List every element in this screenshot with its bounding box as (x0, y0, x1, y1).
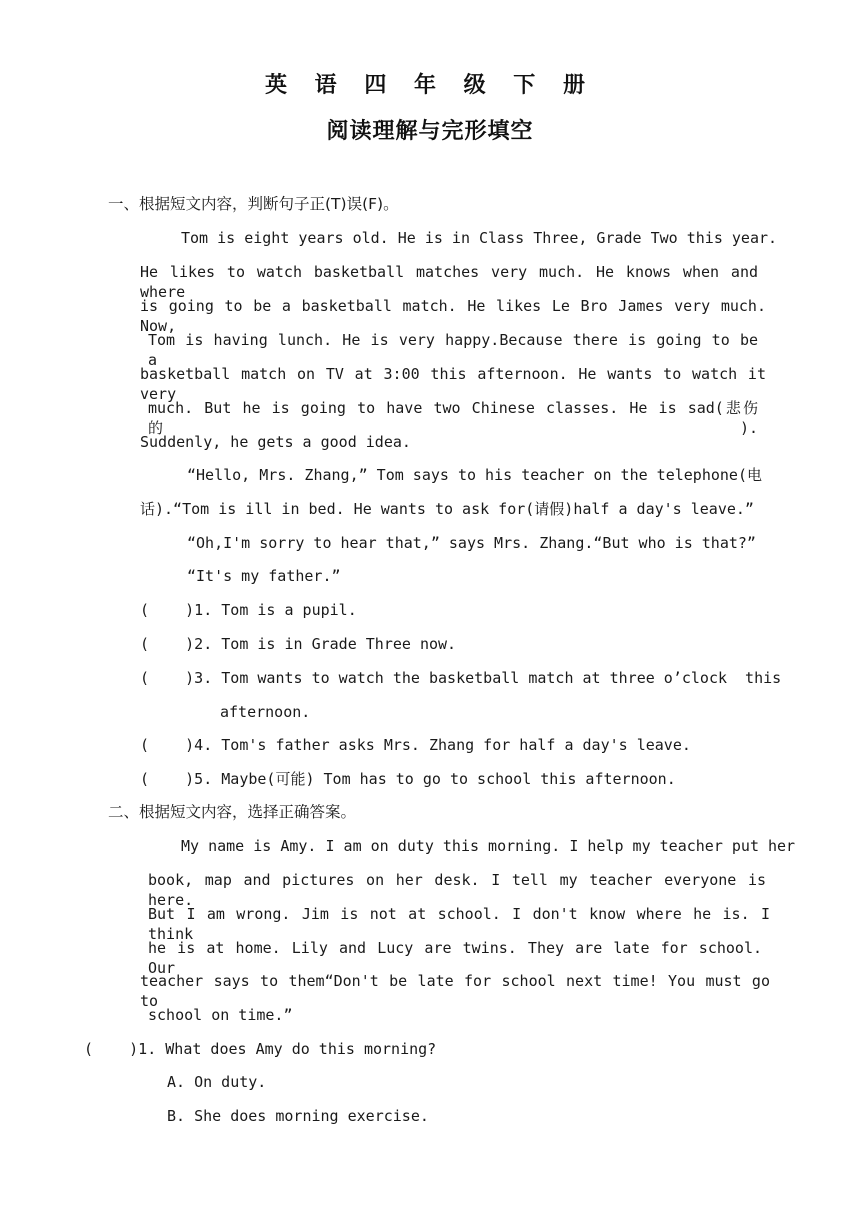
answer-option-a: A. On duty. (167, 1073, 267, 1091)
passage1-line: much. But he is going to have two Chinese classes. He is sad(悲伤的). (148, 399, 758, 437)
question-item: ( )3. Tom wants to watch the basketball match at three o’clock this (140, 669, 782, 687)
page-title: 英 语 四 年 级 下 册 (265, 72, 595, 98)
passage1-line: basketball match on TV at 3:00 this afternoon. He wants to watch it very (140, 365, 766, 403)
passage1-line: “Hello, Mrs. Zhang,” Tom says to his teacher on the telephone(电 (187, 466, 762, 484)
question-item: ( )4. Tom's father asks Mrs. Zhang for half a day's leave. (140, 736, 691, 754)
passage2-line: But I am wrong. Jim is not at school. I don't know where he is. I think (148, 905, 770, 943)
question-item: ( )1. What does Amy do this morning? (84, 1040, 437, 1058)
passage1-line: Suddenly, he gets a good idea. (140, 433, 411, 451)
question-item: ( )1. Tom is a pupil. (140, 601, 357, 619)
passage2-line: My name is Amy. I am on duty this morning. I help my teacher put her (181, 837, 796, 855)
passage2-line: teacher says to them“Don't be late for school next time! You must go to (140, 972, 770, 1010)
passage1-line: is going to be a basketball match. He likes Le Bro James very much. Now, (140, 297, 766, 335)
passage1-line: Tom is eight years old. He is in Class Three, Grade Two this year. (181, 229, 778, 247)
passage1-line: He likes to watch basketball matches very much. He knows when and where (140, 263, 758, 301)
passage1-line: “It's my father.” (187, 567, 341, 585)
answer-option-b: B. She does morning exercise. (167, 1107, 429, 1125)
question-item: ( )5. Maybe(可能) Tom has to go to school this afternoon. (140, 770, 676, 788)
question-item: ( )2. Tom is in Grade Three now. (140, 635, 457, 653)
passage2-line: school on time.” (148, 1006, 293, 1024)
question-item-continuation: afternoon. (220, 703, 311, 721)
section2-heading: 二、根据短文内容，选择正确答案。 (108, 803, 357, 821)
passage1-line: Tom is having lunch. He is very happy.Because there is going to be a (148, 331, 758, 369)
page-subtitle: 阅读理解与完形填空 (326, 118, 534, 144)
passage1-line: 话).“Tom is ill in bed. He wants to ask for(请假)half a day's leave.” (140, 500, 754, 518)
passage1-line: “Oh,I'm sorry to hear that,” says Mrs. Zhang.“But who is that?” (187, 534, 756, 552)
passage2-line: book, map and pictures on her desk. I tell my teacher everyone is here. (148, 871, 766, 909)
passage2-line: he is at home. Lily and Lucy are twins. They are late for school. Our (148, 939, 762, 977)
section1-heading: 一、根据短文内容，判断句子正(T)误(F)。 (108, 195, 399, 213)
